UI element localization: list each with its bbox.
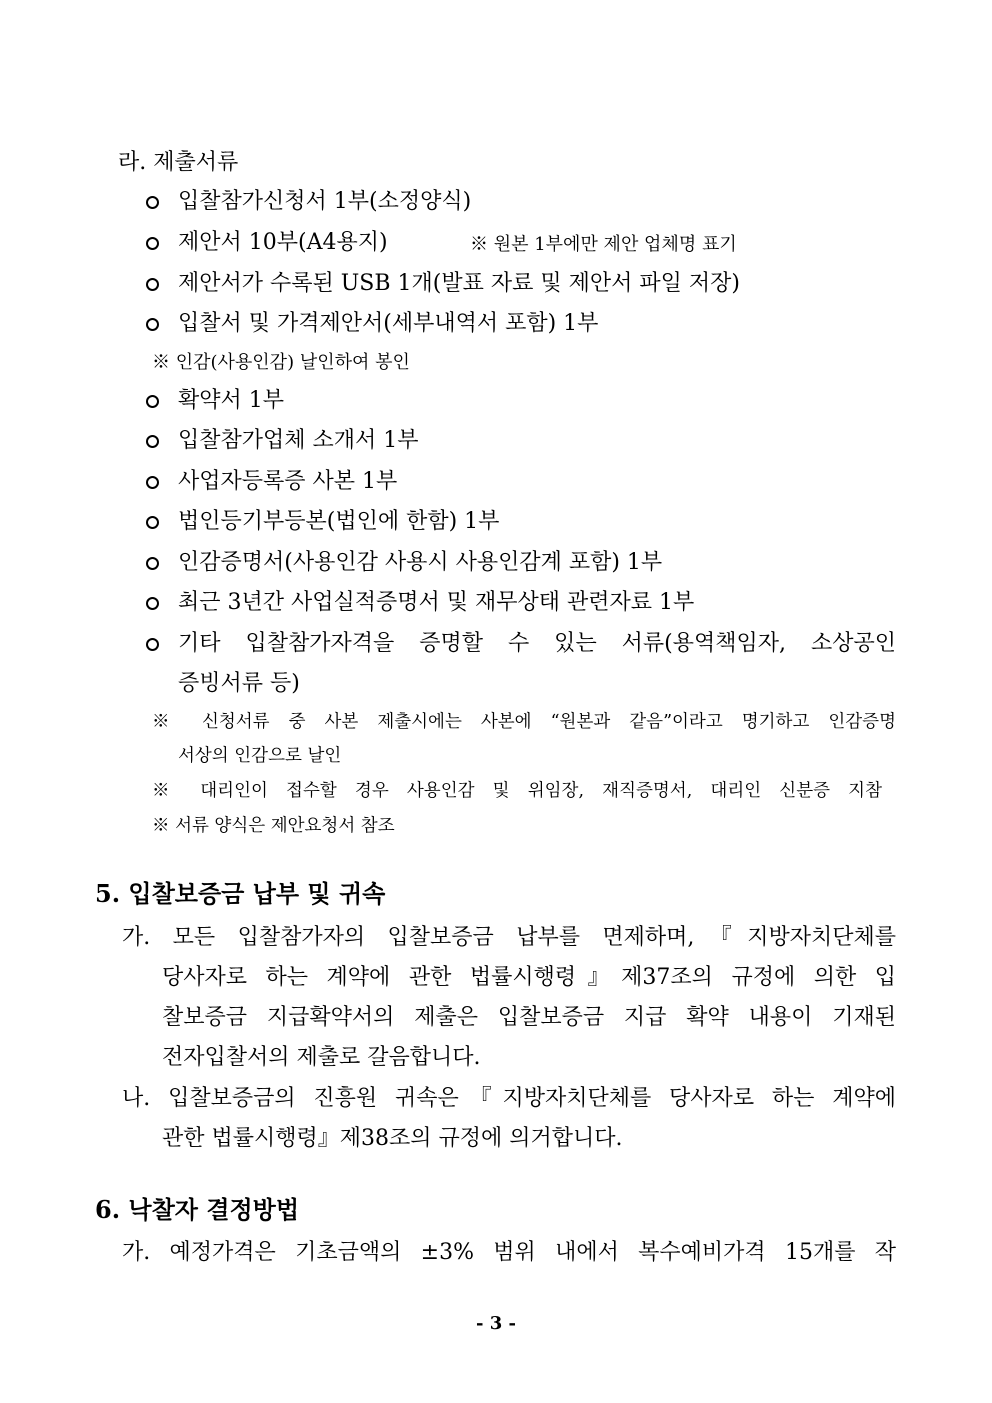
list-item: 제안서가 수록된 USB 1개(발표 자료 및 제안서 파일 저장) [178,271,740,296]
bullet-circle-icon [146,196,159,209]
paragraph-line: 가. 예정가격은 기초금액의 ±3% 범위 내에서 복수예비가격 15개를 작 [122,1240,896,1265]
bullet-circle-icon [146,476,159,489]
bullet-circle-icon [146,278,159,291]
section-ra-title: 라. 제출서류 [118,150,239,175]
note-seal: ※ 인감(사용인감) 날인하여 봉인 [152,352,410,373]
note-line: ※ 서류 양식은 제안요청서 참조 [152,816,395,836]
bullet-circle-icon [146,318,159,331]
list-item: 확약서 1부 [178,388,284,413]
list-item: 입찰참가신청서 1부(소정양식) [178,189,472,214]
bullet-circle-icon [146,597,159,610]
paragraph-line: 전자입찰서의 제출로 갈음합니다. [162,1045,481,1070]
list-item: 입찰서 및 가격제안서(세부내역서 포함) 1부 [178,311,599,336]
list-item: 법인등기부등본(법인에 한함) 1부 [178,509,500,534]
list-item-continued: 증빙서류 등) [178,671,300,696]
paragraph-line: 관한 법률시행령』제38조의 규정에 의거합니다. [162,1126,623,1151]
section-6-title: 6. 낙찰자 결정방법 [95,1195,300,1224]
paragraph-line: 찰보증금 지급확약서의 제출은 입찰보증금 지급 확약 내용이 기재된 [162,1005,896,1030]
list-item: 제안서 10부(A4용지) [178,230,388,255]
paragraph-line: 나. 입찰보증금의 진흥원 귀속은『지방자치단체를 당사자로 하는 계약에 [122,1086,896,1111]
note-line: 서상의 인감으로 날인 [178,746,342,766]
list-item: 입찰참가업체 소개서 1부 [178,428,419,453]
note-line: ※ 신청서류 중 사본 제출시에는 사본에 “원본과 같음”이라고 명기하고 인감증명 [152,712,896,732]
bullet-circle-icon [146,237,159,250]
list-item: 인감증명서(사용인감 사용시 사용인감계 포함) 1부 [178,550,663,575]
section-5-title: 5. 입찰보증금 납부 및 귀속 [95,879,386,908]
list-item: 기타 입찰참가자격을 증명할 수 있는 서류(용역책임자, 소상공인 [178,631,896,656]
bullet-circle-icon [146,516,159,529]
paragraph-line: 가. 모든 입찰참가자의 입찰보증금 납부를 면제하며,『지방자치단체를 [122,925,896,950]
bullet-circle-icon [146,395,159,408]
list-item: 최근 3년간 사업실적증명서 및 재무상태 관련자료 1부 [178,590,695,615]
paragraph-line: 당사자로 하는 계약에 관한 법률시행령』제37조의 규정에 의한 입 [162,965,896,990]
bullet-circle-icon [146,557,159,570]
bullet-circle-icon [146,638,159,651]
note-proposal: ※ 원본 1부에만 제안 업체명 표기 [470,234,737,255]
page-number: - 3 - [476,1313,516,1334]
list-item: 사업자등록증 사본 1부 [178,469,398,494]
note-line: ※ 대리인이 접수할 경우 사용인감 및 위임장, 재직증명서, 대리인 신분증 지참 [152,781,882,801]
bullet-circle-icon [146,435,159,448]
